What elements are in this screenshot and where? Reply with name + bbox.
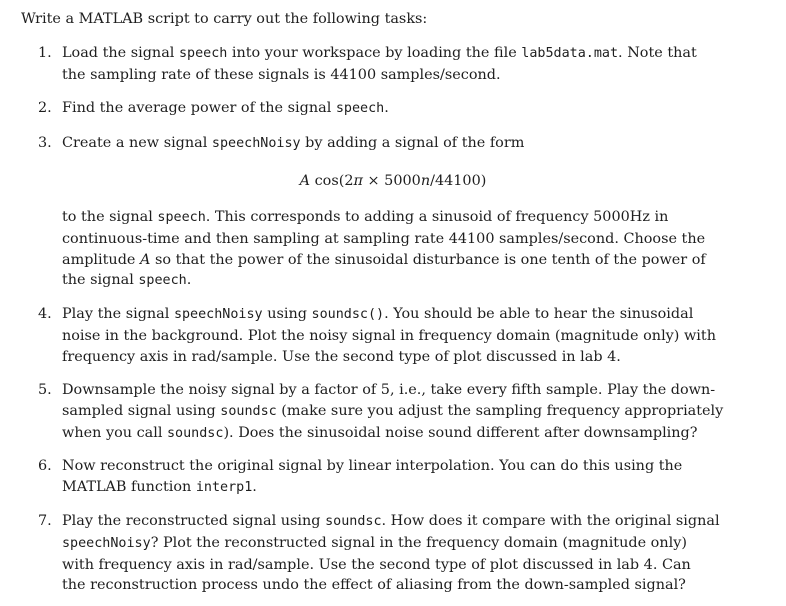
item-line: Play the reconstructed signal using soundsc. How does it compare with the original signal (62, 513, 720, 529)
item-line: with frequency axis in rad/sample. Use the second type of plot discussed in lab 4. Can (62, 556, 691, 573)
intro-text: Write a MATLAB script to carry out the following tasks: (21, 11, 428, 27)
item-number: 2. (38, 100, 52, 116)
list-item-1 (38, 43, 710, 86)
item-line: MATLAB function interp1. (62, 478, 257, 495)
item-line: amplitude A so that the power of the sinusoidal disturbance is one tenth of the power of (62, 251, 706, 268)
item-number: 4. (38, 306, 52, 322)
item-line: speechNoisy? Plot the reconstructed signal in the frequency domain (magnitude only) (62, 534, 687, 551)
item-line: continuous-time and then sampling at sampling rate 44100 samples/second. Choose the (62, 230, 706, 247)
equation: A cos(2π × 5000n/44100) (299, 173, 487, 189)
item-number: 5. (38, 382, 52, 398)
item-number: 3. (38, 135, 52, 151)
item-number: 6. (38, 458, 52, 474)
item-line: the sampling rate of these signals is 44100 samples/second. (62, 66, 501, 83)
item-3-continuation (62, 207, 710, 292)
list-item-6 (38, 456, 710, 499)
list-item-5 (38, 380, 724, 444)
list-item-3 (38, 133, 710, 155)
item-line: Downsample the noisy signal by a factor of 5, i.e., take every fifth sample. Play the down- (62, 382, 716, 398)
item-line: when you call soundsc). Does the sinusoidal noise sound different after downsampling? (62, 424, 698, 441)
list-item-2 (38, 98, 710, 120)
list-item-7 (38, 511, 720, 596)
item-line: frequency axis in rad/sample. Use the second type of plot discussed in lab 4. (62, 348, 621, 365)
item-line: the signal speech. (62, 272, 192, 289)
item-line: Load the signal speech into your workspace by loading the file lab5data.mat. Note that (62, 45, 697, 61)
code-speech: speech (178, 46, 228, 61)
item-number: 1. (38, 45, 52, 61)
code-interp1: interp1 (195, 479, 253, 495)
code-speechnoisy: speechNoisy (211, 136, 301, 151)
item-line: Create a new signal speechNoisy by adding a signal of the form (62, 135, 525, 151)
code-speech: speech (335, 101, 385, 116)
item-line: Find the average power of the signal speech. (62, 100, 389, 116)
item-line: Play the signal speechNoisy using soundsc(). You should be able to hear the sinusoidal (62, 306, 694, 322)
item-line: the reconstruction process undo the effect of aliasing from the down-sampled signal? (62, 577, 686, 594)
item-line: noise in the background. Plot the noisy signal in frequency domain (magnitude only) with (62, 327, 716, 344)
item-line: Now reconstruct the original signal by linear interpolation. You can do this using the (62, 458, 683, 474)
code-filename: lab5data.mat (521, 46, 619, 61)
item-line: sampled signal using soundsc (make sure you adjust the sampling frequency appropriately (62, 402, 724, 419)
list-item-4 (38, 304, 716, 367)
item-number: 7. (38, 513, 52, 529)
item-line: to the signal speech. This corresponds to adding a sinusoid of frequency 5000Hz in (62, 209, 669, 225)
